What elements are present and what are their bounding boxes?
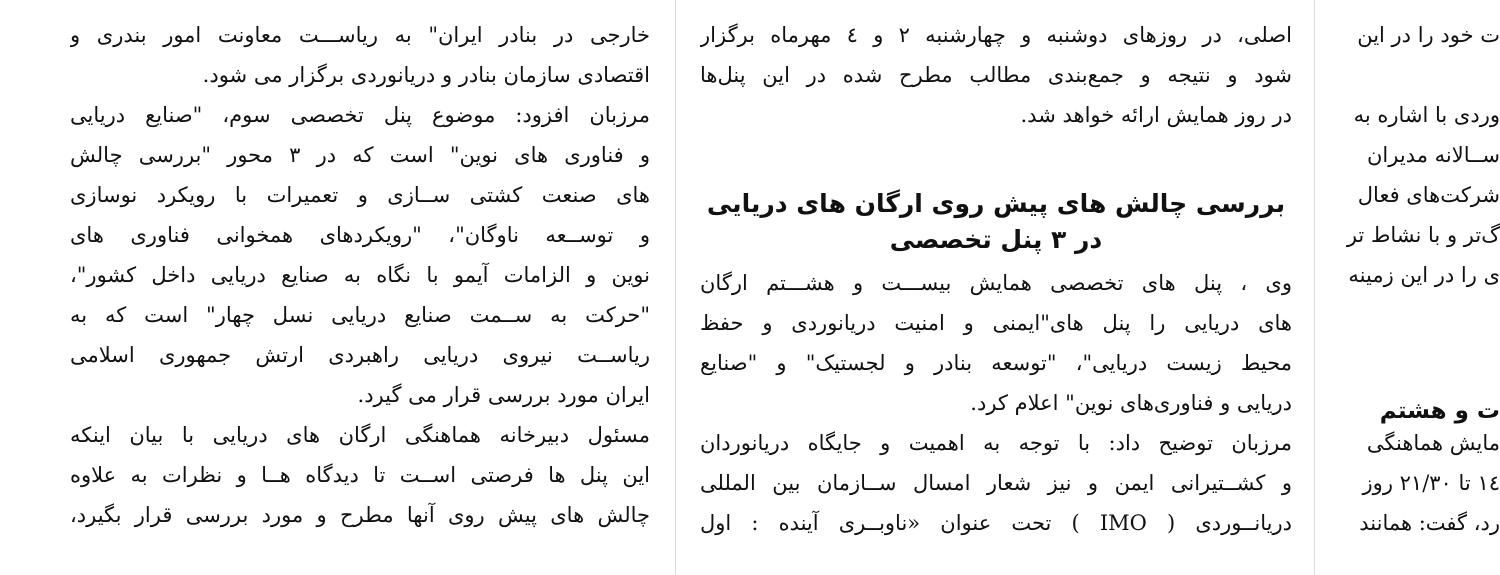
paragraph-line: مرزبان توضیح داد: با توجه به اهمیت و جایگاه دریانوردان — [700, 431, 1292, 455]
paragraph-line: و توســعه ناوگان"، "رویکردهای همخوانی فناوری های — [70, 223, 650, 247]
section-heading-line2: در ۳ پنل تخصصی — [889, 225, 1103, 254]
article-column-middle — [700, 0, 1292, 575]
paragraph-line: شرکت‌های فعال — [1357, 183, 1500, 207]
paragraph-line: شود و نتیجه و جمع‌بندی مطالب مطرح شده در این پنل‌ها — [700, 63, 1292, 87]
paragraph-line: های صنعت کشتی ســازی و تعمیرات با رویکرد نوسازی — [70, 183, 650, 207]
paragraph-line: وی ، پنل های تخصصی همایش بیســـت و هشـــتم ارگان — [700, 271, 1292, 295]
column-divider-left — [675, 0, 676, 575]
paragraph-line: دریانــوردی ( IMO ) تحت عنوان «ناوبــری آینده : اول — [700, 511, 1292, 535]
paragraph-line: ریاســت نیروی دریایی راهبردی ارتش جمهوری اسلامی — [70, 343, 650, 367]
paragraph-line: محیط زیست دریایی"، "توسعه بنادر و لجستیک" و "صنایع — [700, 351, 1292, 375]
paragraph-line: های دریایی را پنل های"ایمنی و امنیت دریانوردی و حفظ — [700, 311, 1292, 335]
paragraph-line: ۱٤ تا ۲۱/۳۰ روز — [1362, 471, 1500, 495]
paragraph-line: ت خود را در این — [1357, 23, 1500, 47]
paragraph-line: اقتصادی سازمان بنادر و دریانوردی برگزار می شود. — [202, 63, 650, 87]
paragraph-line: "حرکت به ســمت صنایع دریایی نسل چهار" است که به — [70, 303, 650, 327]
paragraph-line: رد، گفت: همانند — [1359, 511, 1500, 535]
paragraph-line: در روز همایش ارائه خواهد شد. — [1020, 103, 1292, 127]
paragraph-line: و فناوری های نوین" است که در ۳ محور "بررسی چالش — [70, 143, 650, 167]
paragraph-line: اصلی، در روزهای دوشنبه و چهارشنبه ۲ و ٤ مهرماه برگزار — [700, 23, 1292, 47]
paragraph-line: وردی با اشاره به — [1353, 103, 1500, 127]
paragraph-line: نوین و الزامات آیمو با نگاه به صنایع دریایی داخل کشور"، — [70, 263, 650, 287]
paragraph-line: مایش هماهنگی — [1366, 431, 1500, 455]
paragraph-line: چالش های پیش روی آنها مطرح و مورد بررسی قرار بگیرد، — [70, 503, 650, 527]
article-column-right — [1336, 0, 1500, 575]
paragraph-line: خارجی در بنادر ایران" به ریاســـت معاونت امور بندری و — [70, 23, 650, 47]
paragraph-line: مرزبان افزود: موضوع پنل تخصصی سوم، "صنایع دریایی — [70, 103, 650, 127]
paragraph-line: دریایی و فناوری‌های نوین" اعلام کرد. — [970, 391, 1292, 415]
section-subheading: ت و هشتم — [1379, 398, 1500, 424]
paragraph-line: مسئول دبیرخانه هماهنگی ارگان های دریایی با بیان اینکه — [70, 423, 650, 447]
paragraph-line: ی را در این زمینه — [1348, 263, 1500, 287]
paragraph-line: ســالانه مدیران — [1366, 143, 1500, 167]
paragraph-line: گ‌تر و با نشاط تر — [1346, 223, 1500, 247]
paragraph-line: این پنل ها فرصتی اســت تا دیدگاه هــا و نظرات به علاوه — [70, 463, 650, 487]
paragraph-line: و کشــتیرانی ایمن و نیز شعار امسال ســازمان بین المللی — [700, 471, 1292, 495]
section-heading-line1: بررسی چالش های پیش روی ارگان های دریایی — [706, 189, 1286, 218]
article-column-left — [70, 0, 650, 575]
paragraph-line: ایران مورد بررسی قرار می گیرد. — [357, 383, 650, 407]
column-divider-right — [1314, 0, 1315, 575]
